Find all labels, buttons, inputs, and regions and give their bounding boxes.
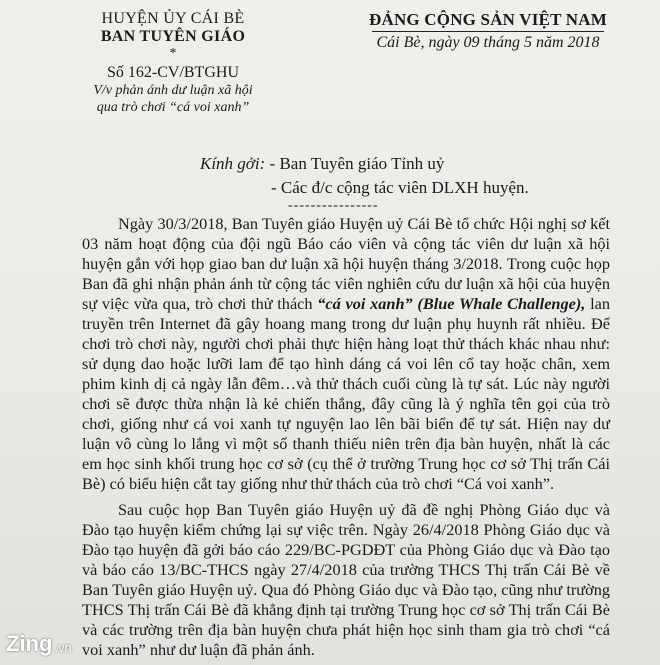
paragraph-1	[82, 214, 610, 494]
subject-line-1: V/v phản ánh dư luận xã hội	[93, 83, 253, 98]
issuing-organization-block	[58, 10, 288, 116]
party-title: ĐẢNG CỘNG SẢN VIỆT NAM	[368, 10, 608, 29]
org-star: *	[169, 46, 177, 61]
separator: ----------------	[288, 198, 379, 213]
letter-body	[82, 214, 610, 660]
paragraph-2: Sau cuộc họp Ban Tuyên giáo Huyện uỷ đã đề nghị Phòng Giáo dục và Đào tạo huyện kiểm chứng lại sự việc trên. Ngày 26/4/2018 Phòng Giáo dục và Đào tạo huyện đã gởi báo cáo 229/BC-PGDĐT của Phòng Giáo dục và Đào tạo và báo cáo 13/BC-THCS ngày 27/4/2018 của trường THCS Thị trấn Cái Bè về Ban Tuyên giáo Huyện uỷ. Qua đó Phòng Giáo dục và Đào tạo, cũng như trường THCS Thị trấn Cái Bè đã khẳng định tại trường Trung học cơ sở Thị trấn Cái Bè và các trường trên địa bàn huyện chưa phát hiện học sinh tham gia trò chơi “cá voi xanh” như dư luận đã phản ánh.	[82, 500, 610, 659]
org-line-1: HUYỆN ỦY CÁI BÈ	[101, 10, 245, 27]
recipient-2: - Các đ/c cộng tác viên DLXH huyện.	[271, 178, 529, 197]
recipient-1: - Ban Tuyên giáo Tỉnh uỷ	[269, 154, 445, 173]
zing-watermark-logo	[6, 631, 72, 657]
watermark-text: Zing	[6, 631, 53, 656]
recipients-block	[200, 152, 529, 200]
game-name-highlight: “cá voi xanh” (Blue Whale Challenge),	[317, 294, 586, 313]
party-title-underline	[372, 31, 604, 32]
subject-line-2: qua trò chơi “cá voi xanh”	[96, 100, 250, 115]
watermark-suffix: .vn	[54, 639, 72, 655]
document-number: Số 162-CV/BTGHU	[106, 64, 239, 81]
org-line-2: BAN TUYÊN GIÁO	[100, 28, 246, 45]
paragraph-1-part-1: Ngày 30/3/2018, Ban Tuyên giáo Huyện uỷ Cái Bè tổ chức Hội nghị sơ kết 03 năm hoạt động của đội ngũ Báo cáo viên và cộng tác viên dư luận xã hội huyện gắn với họp giao ban dư luận xã hội huyện tháng 3/2018. Trong cuộc họp Ban đã ghi nhận phản ánh từ cộng tác viên nghiên cứu dư luận xã hội của huyện sự việc vừa qua, trò chơi thử thách	[82, 214, 610, 313]
place-date: Cái Bè, ngày 09 tháng 5 năm 2018	[376, 34, 600, 51]
greeting: Kính gởi:	[200, 154, 266, 173]
paragraph-1-part-2: lan truyền trên Internet đã gây hoang mang trong dư luận phụ huynh rất nhiều. Để chơi trò chơi này, người chơi phải thực hiện hàng loạt thử thách khác nhau như: sử dụng dao hoặc lưỡi lam để tạo hình dáng cá voi lên cổ tay hoặc chân, xem phim kinh dị cả ngày lẫn đêm…và thử thách cuối cùng là tự sát. Lúc này người chơi sẽ được thừa nhận là kẻ chiến thắng, đây cũng là ý nghĩa tên gọi của trò chơi, giống như cá voi xanh tự nguyện lao lên bãi biển để tự sát. Hiện nay dư luận vô cùng lo lắng vì một số thanh thiếu niên trên địa bàn huyện, nhất là các em học sinh khối trung học cơ sở (cụ thể ở trường Trung học cơ sở Thị trấn Cái Bè) có biểu hiện cắt tay giống như thử thách của trò chơi “Cá voi xanh”.	[82, 294, 610, 493]
national-header-block	[338, 10, 638, 52]
